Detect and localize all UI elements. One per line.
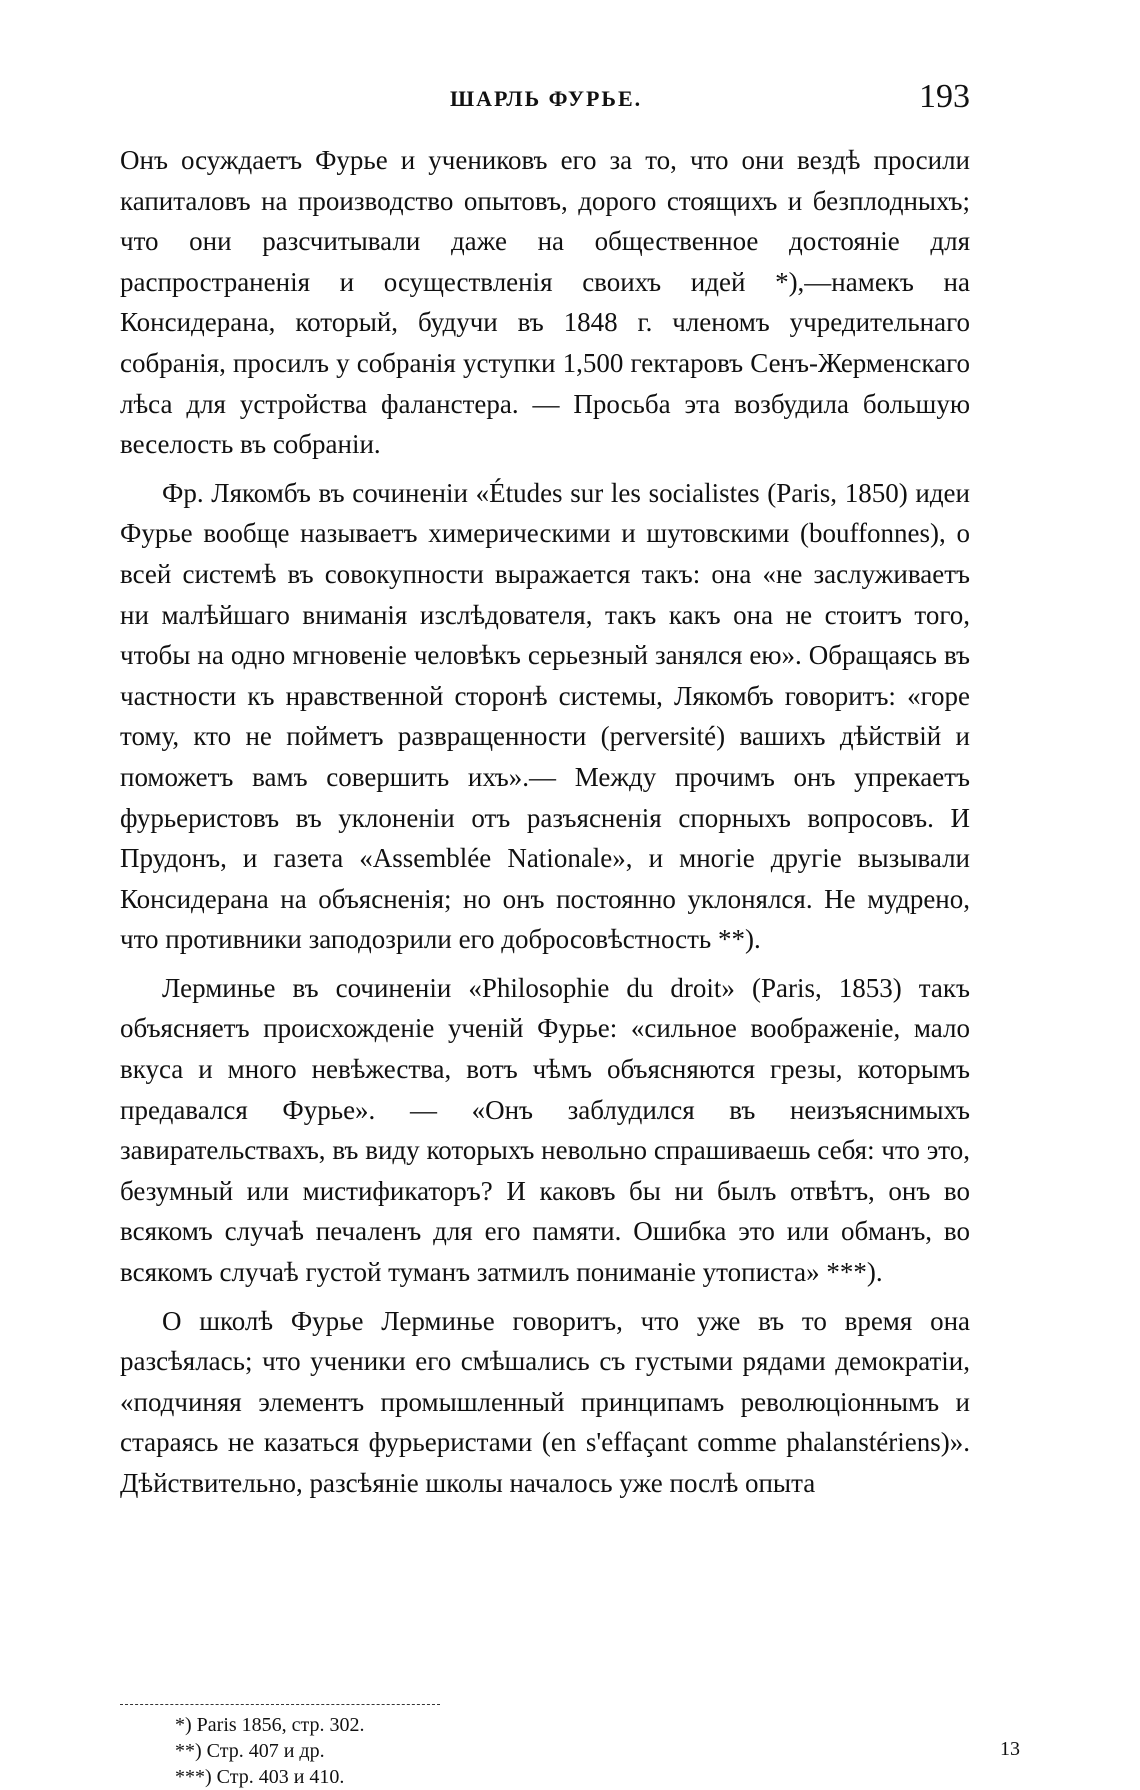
body-text <box>120 140 970 1504</box>
paragraph: Лерминье въ сочиненіи «Philosophie du droit» (Paris, 1853) такъ объясняетъ происхожденіе ученій Фурье: «сильное воображеніе, мало вкуса и много невѣжества, вотъ чѣмъ объясняются грезы, которымъ предавался Фурье». — «Онъ заблудился въ неизъяснимыхъ завирательствахъ, въ виду которыхъ невольно спрашиваешь себя: что это, безумный или мистификаторъ? И каковъ бы ни былъ отвѣтъ, онъ во всякомъ случаѣ печаленъ для его памяти. Ошибка это или обманъ, во всякомъ случаѣ густой туманъ затмилъ пониманіе утописта» ***). <box>120 972 970 1288</box>
footnote: ***) Стр. 403 и 410. <box>175 1766 345 1788</box>
paragraph: Фр. Лякомбъ въ сочиненіи «Études sur les socialistes (Paris, 1850) идеи Фурье вообще называетъ химерическими и шутовскими (bouffonnes), о всей системѣ въ совокупности выражается такъ: она «не заслуживаетъ ни малѣйшаго вниманія изслѣдователя, такъ какъ она не стоитъ того, чтобы на одно мгновеніе человѣкъ серьезный занялся ею». Обращаясь въ частности къ нравственной сторонѣ системы, Лякомбъ говоритъ: «горе тому, кто не пойметъ развращенности (perversité) вашихъ дѣйствій и поможетъ вамъ совершить ихъ».— Между прочимъ онъ упрекаетъ фурьеристовъ въ уклоненіи отъ разъясненія спорныхъ вопросовъ. И Прудонъ, и газета «Assemblée Nationale», и многіе другіе вызывали Консидерана на объясненія; но онъ постоянно уклонялся. Не мудрено, что противники заподозрили его добросовѣстность **). <box>120 477 970 955</box>
signature-mark: 13 <box>1000 1738 1020 1760</box>
running-title: ШАРЛЬ ФУРЬЕ. <box>450 86 643 111</box>
paragraph: Онъ осуждаетъ Фурье и учениковъ его за то, что они вездѣ просили капиталовъ на производство опытовъ, дорого стоящихъ и безплодныхъ; что они разсчитывали даже на общественное достояніе для распространенія и осуществленія своихъ идей *),—намекъ на Консидерана, который, будучи въ 1848 г. членомъ учредительнаго собранія, просилъ у собранія уступки 1,500 гектаровъ Сенъ-Жерменскаго лѣса для устройства фаланстера. — Просьба эта возбудила большую веселость въ собраніи. <box>120 145 970 460</box>
footnote: *) Paris 1856, стр. 302. <box>175 1714 365 1736</box>
footnotes <box>175 1712 875 1790</box>
footnote: **) Стр. 407 и др. <box>175 1740 325 1762</box>
footnote-divider <box>120 1704 440 1705</box>
paragraph: О школѣ Фурье Лерминье говоритъ, что уже въ то время она разсѣялась; что ученики его смѣшались съ густыми рядами демократіи, «подчиняя элементъ промышленный принципамъ революціоннымъ и стараясь не казаться фурьеристами (en s'effaçant comme phalanstériens)». Дѣйствительно, разсѣяніе школы началось уже послѣ опыта <box>120 1305 970 1498</box>
running-head <box>120 78 970 124</box>
page-number: 193 <box>919 78 970 115</box>
